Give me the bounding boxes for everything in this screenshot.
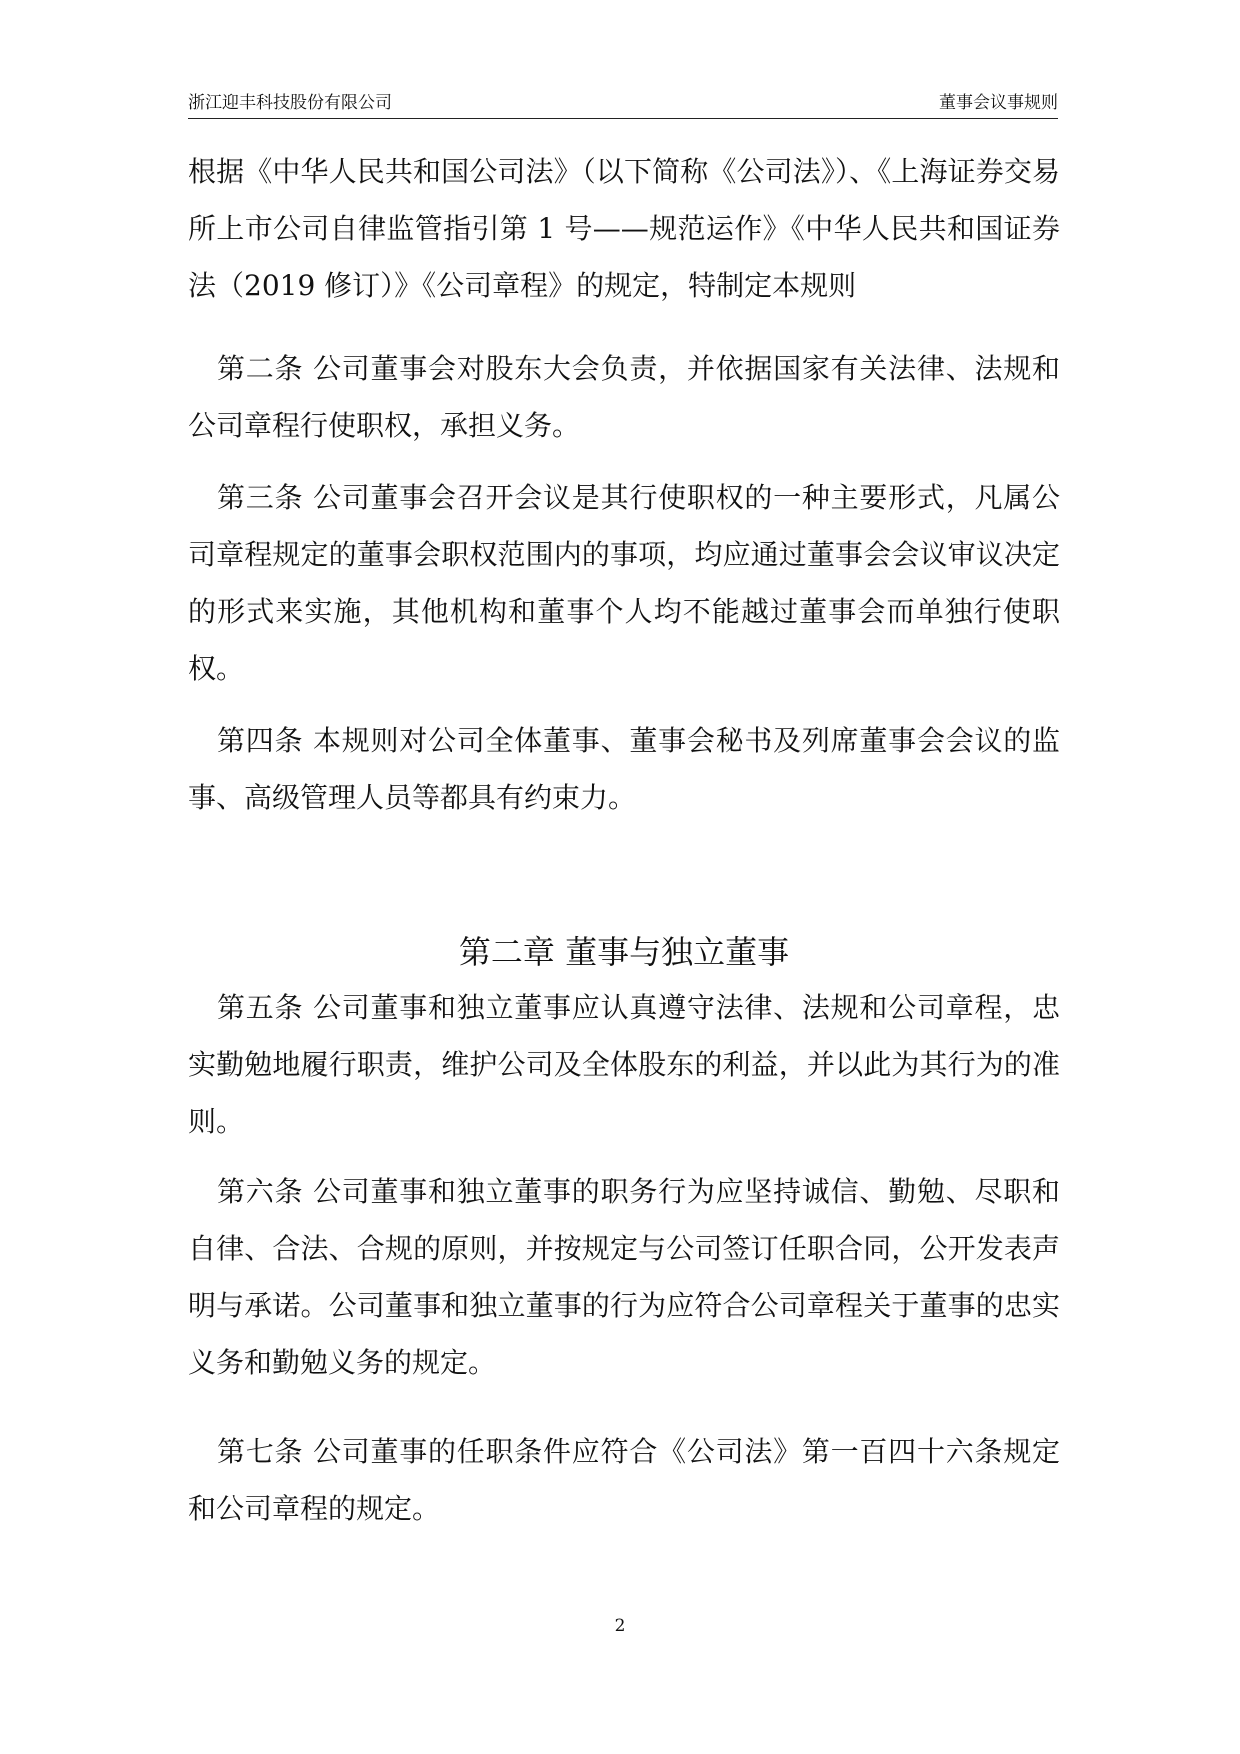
article-7-paragraph: 第七条 公司董事的任职条件应符合《公司法》第一百四十六条规定和公司章程的规定。 — [188, 1435, 1060, 1525]
article-2-paragraph: 第二条 公司董事会对股东大会负责，并依据国家有关法律、法规和公司章程行使职权，承担义务。 — [188, 352, 1060, 442]
header-company-name: 浙江迎丰科技股份有限公司 — [188, 93, 392, 113]
intro-paragraph: 根据《中华人民共和国公司法》（以下简称《公司法》）、《上海证券交易所上市公司自律监管指引第 1 号——规范运作》《中华人民共和国证券法（2019 修订）》《公司章程》的规定，特制定本规则 — [188, 155, 1060, 302]
article-4-paragraph: 第四条 本规则对公司全体董事、董事会秘书及列席董事会会议的监事、高级管理人员等都具有约束力。 — [188, 724, 1060, 814]
header-document-title: 董事会议事规则 — [939, 93, 1058, 113]
chapter-2-heading: 第二章 董事与独立董事 — [458, 933, 790, 971]
article-6-paragraph: 第六条 公司董事和独立董事的职务行为应坚持诚信、勤勉、尽职和自律、合法、合规的原则，并按规定与公司签订任职合同，公开发表声明与承诺。公司董事和独立董事的行为应符合公司章程关于董事的忠实义务和勤勉义务的规定。 — [188, 1175, 1060, 1379]
article-3-paragraph: 第三条 公司董事会召开会议是其行使职权的一种主要形式，凡属公司章程规定的董事会职权范围内的事项，均应通过董事会会议审议决定的形式来实施，其他机构和董事个人均不能越过董事会而单独行使职权。 — [188, 481, 1060, 685]
page-header — [188, 92, 1058, 119]
article-5-paragraph: 第五条 公司董事和独立董事应认真遵守法律、法规和公司章程，忠实勤勉地履行职责，维护公司及全体股东的利益，并以此为其行为的准则。 — [188, 991, 1060, 1138]
page-number: 2 — [614, 1616, 626, 1636]
